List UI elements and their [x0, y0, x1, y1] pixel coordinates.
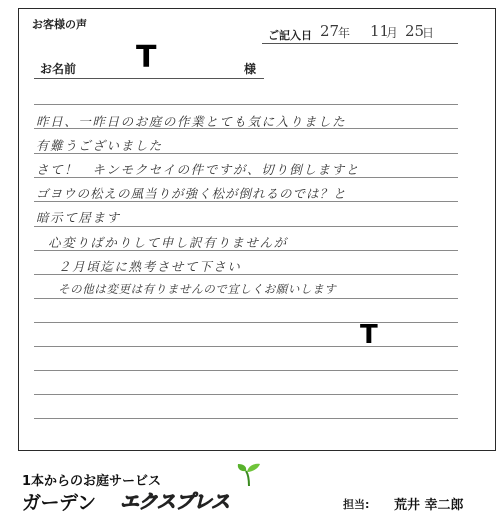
honorific-label: 様	[244, 62, 257, 76]
signature-initial: T	[360, 320, 378, 350]
ruled-line	[34, 322, 458, 323]
comment-line: 昨日、一昨日のお庭の作業とても気に入りました	[36, 114, 347, 129]
brand-main: ガーデン	[22, 492, 96, 514]
comment-line: ２月頃迄に熟考させて下さい	[58, 259, 242, 274]
staff-label: 担当:	[343, 498, 370, 511]
ruled-line	[34, 418, 458, 419]
staff-name: 荒井 幸二郎	[394, 498, 464, 513]
comment-line: 暗示て居ます	[36, 210, 121, 225]
date-month: 11	[370, 22, 390, 40]
comment-line: その他は変更は有りませんので宜しくお願いします	[58, 282, 337, 296]
date-label: ご記入日	[268, 29, 312, 42]
date-month-unit: 月	[386, 26, 399, 40]
customer-voice-label: お客様の声	[32, 18, 87, 31]
date-day-unit: 日	[422, 26, 435, 40]
comment-line: 心変りばかりして申し訳有りませんが	[48, 235, 288, 250]
date-year: 27	[320, 22, 340, 40]
date-year-unit: 年	[338, 26, 351, 40]
ruled-line	[34, 298, 458, 299]
ruled-line	[34, 394, 458, 395]
ruled-line	[34, 346, 458, 347]
comment-line: ゴヨウの松えの風当りが強く松が倒れるのでは？と	[36, 186, 347, 201]
comment-line: さて！ キンモクセイの件ですが、切り倒しますと	[36, 162, 360, 177]
name-label: お名前	[40, 62, 77, 76]
date-day: 25	[405, 22, 425, 40]
customer-name-initial: T	[136, 40, 157, 75]
name-underline	[34, 78, 264, 79]
ruled-line	[34, 226, 458, 227]
ruled-line	[34, 370, 458, 371]
comment-line: 有難うございました	[36, 138, 163, 153]
sprout-logo-icon	[236, 462, 262, 486]
testimonial-form	[18, 8, 496, 451]
brand-accent: エクスプレス	[120, 491, 230, 513]
tagline: 1本からのお庭サービス	[22, 474, 162, 489]
date-underline	[262, 43, 458, 44]
ruled-line	[34, 104, 458, 105]
